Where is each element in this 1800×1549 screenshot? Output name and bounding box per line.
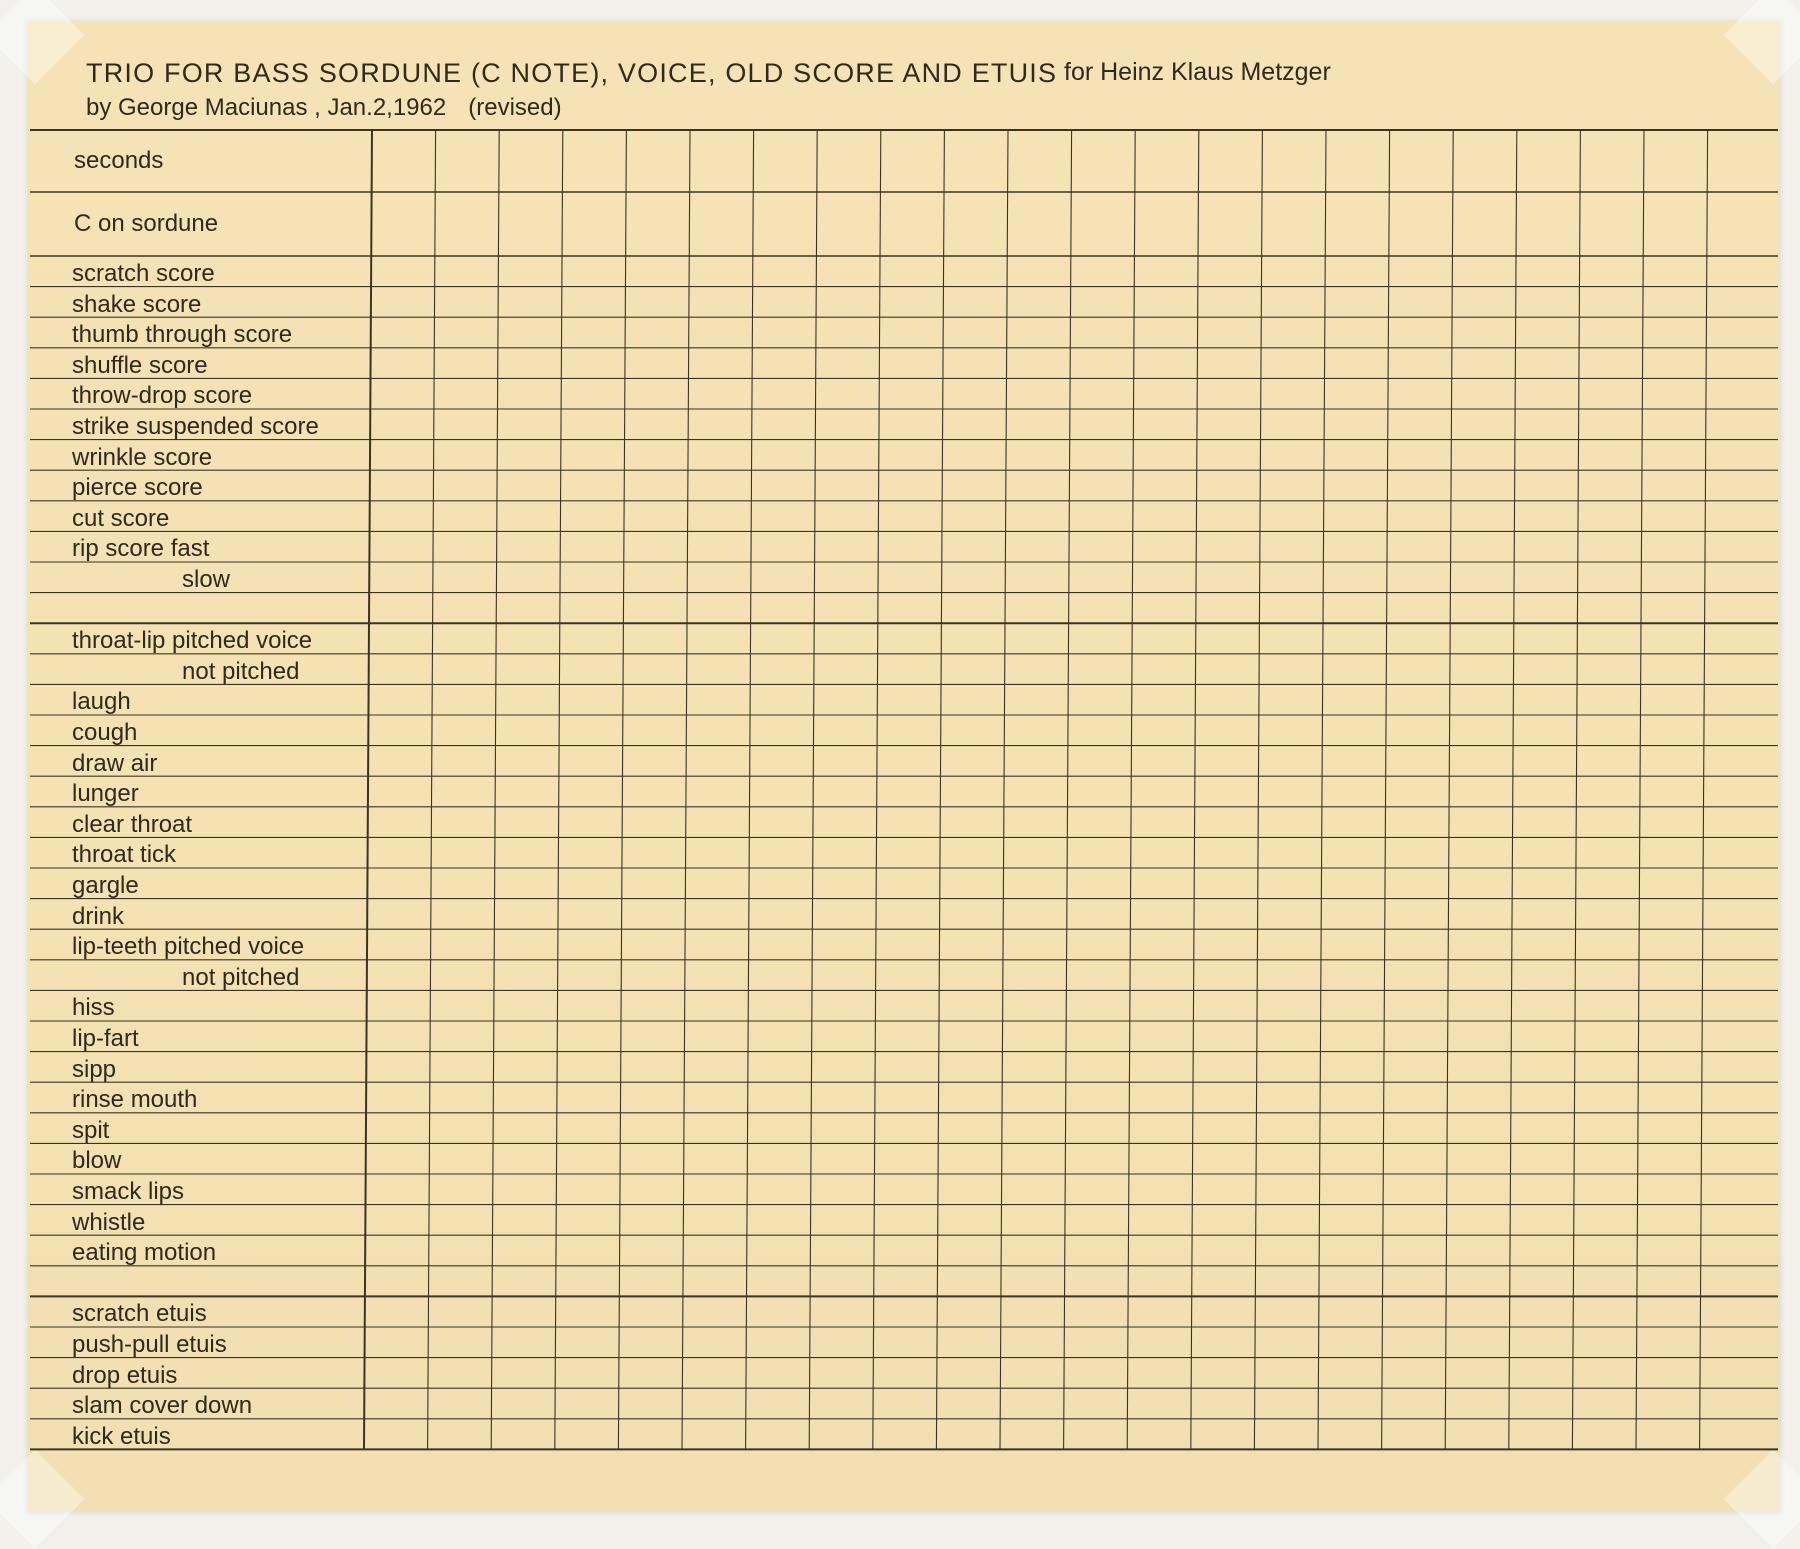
row-label: blow — [72, 1147, 122, 1175]
column-rule — [1064, 130, 1072, 1449]
row-label: scratch score — [72, 260, 215, 287]
row-label: seconds — [74, 147, 164, 174]
row-label: drop etuis — [72, 1361, 178, 1389]
row-label: pierce score — [72, 474, 203, 502]
row-label: cut score — [72, 504, 170, 532]
row-label: eating motion — [72, 1239, 217, 1267]
column-rule — [1445, 130, 1453, 1449]
column-rule — [1191, 130, 1199, 1449]
row-label: throat-lip pitched voice — [72, 627, 313, 655]
row-label: kick etuis — [72, 1422, 171, 1450]
row-label: laugh — [72, 688, 131, 716]
column-rule — [1636, 130, 1644, 1449]
byline-revised: (revised) — [468, 94, 562, 121]
column-rule — [1572, 130, 1580, 1449]
column-rule — [1509, 130, 1517, 1449]
column-rule — [428, 130, 436, 1449]
column-rule — [555, 130, 563, 1449]
row-label: shake score — [72, 290, 202, 318]
row-label: rip score fast — [72, 535, 210, 563]
column-rule — [1700, 130, 1708, 1449]
column-rule — [746, 130, 754, 1449]
row-label: shuffle score — [72, 351, 208, 379]
row-label: clear throat — [72, 810, 193, 838]
row-label: throw-drop score — [72, 382, 253, 410]
byline-author-date: by George Maciunas , Jan.2,1962 — [86, 94, 447, 121]
row-label: draw air — [72, 749, 158, 777]
row-label: C on sordune — [74, 210, 219, 237]
row-label: slow — [182, 566, 231, 593]
column-rule — [1382, 130, 1390, 1449]
row-label: lip-teeth pitched voice — [72, 933, 305, 961]
column-rule — [1000, 130, 1008, 1449]
row-label: hiss — [72, 994, 115, 1022]
column-rule — [1254, 130, 1262, 1449]
label-column-rule — [364, 130, 372, 1449]
row-label: strike suspended score — [72, 413, 319, 440]
row-label: thumb through score — [72, 321, 293, 349]
row-label: spit — [72, 1116, 110, 1144]
row-label: not pitched — [182, 657, 300, 685]
column-rule — [491, 130, 499, 1449]
row-label: slam cover down — [72, 1392, 253, 1420]
column-rule — [1127, 130, 1135, 1449]
row-label: sipp — [72, 1055, 117, 1083]
score-dedication: for Heinz Klaus Metzger — [1064, 58, 1331, 86]
column-rule — [809, 130, 817, 1449]
column-rule — [873, 130, 881, 1449]
row-label: whistle — [72, 1208, 146, 1236]
row-label: not pitched — [182, 963, 300, 991]
column-rule — [682, 130, 690, 1449]
row-label: drink — [72, 902, 125, 930]
row-label: gargle — [72, 872, 139, 899]
column-rule — [1318, 130, 1326, 1449]
row-label: scratch etuis — [72, 1300, 207, 1328]
row-label: push-pull etuis — [72, 1331, 227, 1358]
row-label: lunger — [72, 780, 139, 808]
score-grid — [28, 22, 1780, 1512]
row-label: lip-fart — [72, 1025, 139, 1052]
score-sheet — [28, 22, 1780, 1512]
row-label: wrinkle score — [72, 443, 213, 471]
score-title: TRIO FOR BASS SORDUNE (C NOTE), VOICE, OLD SCORE AND ETUIS — [86, 58, 1058, 88]
row-label: smack lips — [72, 1178, 185, 1205]
row-label: throat tick — [72, 841, 177, 869]
row-label: cough — [72, 719, 138, 746]
column-rule — [936, 130, 944, 1449]
column-rule — [618, 130, 626, 1449]
row-label: rinse mouth — [72, 1086, 198, 1114]
